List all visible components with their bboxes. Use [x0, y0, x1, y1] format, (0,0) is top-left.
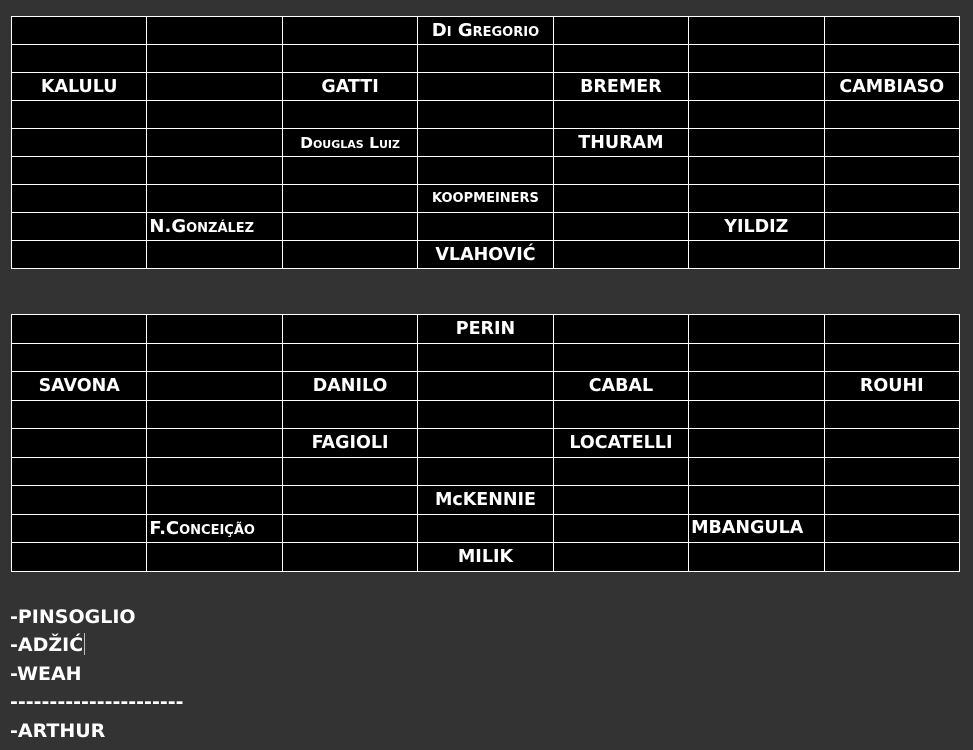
- grid-row: [12, 429, 960, 458]
- player-attacking-mid: McKENNIE: [418, 486, 553, 515]
- separator-line: ----------------------: [10, 691, 184, 714]
- player-defender: BREMER: [553, 73, 688, 101]
- grid-row: [12, 400, 960, 429]
- player-defender: ROUHI: [824, 372, 959, 401]
- grid-row: [12, 457, 960, 486]
- player-defender: SAVONA: [12, 372, 147, 401]
- grid-row: [12, 45, 960, 73]
- player-midfielder: FAGIOLI: [282, 429, 417, 458]
- bench-item: -ARTHUR: [10, 719, 106, 742]
- lineup-grid-b: [11, 314, 960, 572]
- bench-item: [10, 631, 184, 659]
- grid-row: [12, 315, 960, 344]
- lineup-grid-a: [11, 16, 960, 269]
- player-winger: N.González: [147, 213, 282, 241]
- grid-row: [12, 101, 960, 129]
- grid-row: [12, 514, 960, 543]
- player-attacking-mid: KOOPMEINERS: [418, 185, 553, 213]
- player-defender: GATTI: [282, 73, 417, 101]
- bench-item: -WEAH: [10, 662, 82, 685]
- player-goalkeeper: Di Gregorio: [418, 17, 553, 45]
- player-defender: KALULU: [12, 73, 147, 101]
- bench-item: -PINSOGLIO: [10, 606, 136, 628]
- player-midfielder: THURAM: [553, 129, 688, 157]
- player-midfielder: LOCATELLI: [553, 429, 688, 458]
- grid-row: [12, 543, 960, 572]
- grid-row: [12, 73, 960, 101]
- text-cursor: [84, 633, 85, 655]
- player-striker: VLAHOVIĆ: [418, 241, 553, 269]
- bench-list: [10, 603, 184, 745]
- grid-row: [12, 241, 960, 269]
- grid-row: [12, 129, 960, 157]
- player-defender: CAMBIASO: [824, 73, 959, 101]
- player-winger: YILDIZ: [689, 213, 824, 241]
- grid-row: [12, 372, 960, 401]
- player-winger: MBANGULA: [689, 514, 824, 543]
- player-defender: DANILO: [282, 372, 417, 401]
- grid-row: [12, 343, 960, 372]
- grid-row: [12, 185, 960, 213]
- bench-item-text: -ADŽIĆ: [10, 634, 84, 657]
- player-defender: CABAL: [553, 372, 688, 401]
- grid-row: [12, 486, 960, 515]
- player-winger: F.Conceição: [147, 514, 282, 543]
- grid-row: [12, 213, 960, 241]
- grid-row: [12, 17, 960, 45]
- player-striker: MILIK: [418, 543, 553, 572]
- grid-row: [12, 157, 960, 185]
- player-midfielder: Douglas Luiz: [282, 129, 417, 157]
- player-goalkeeper: PERIN: [418, 315, 553, 344]
